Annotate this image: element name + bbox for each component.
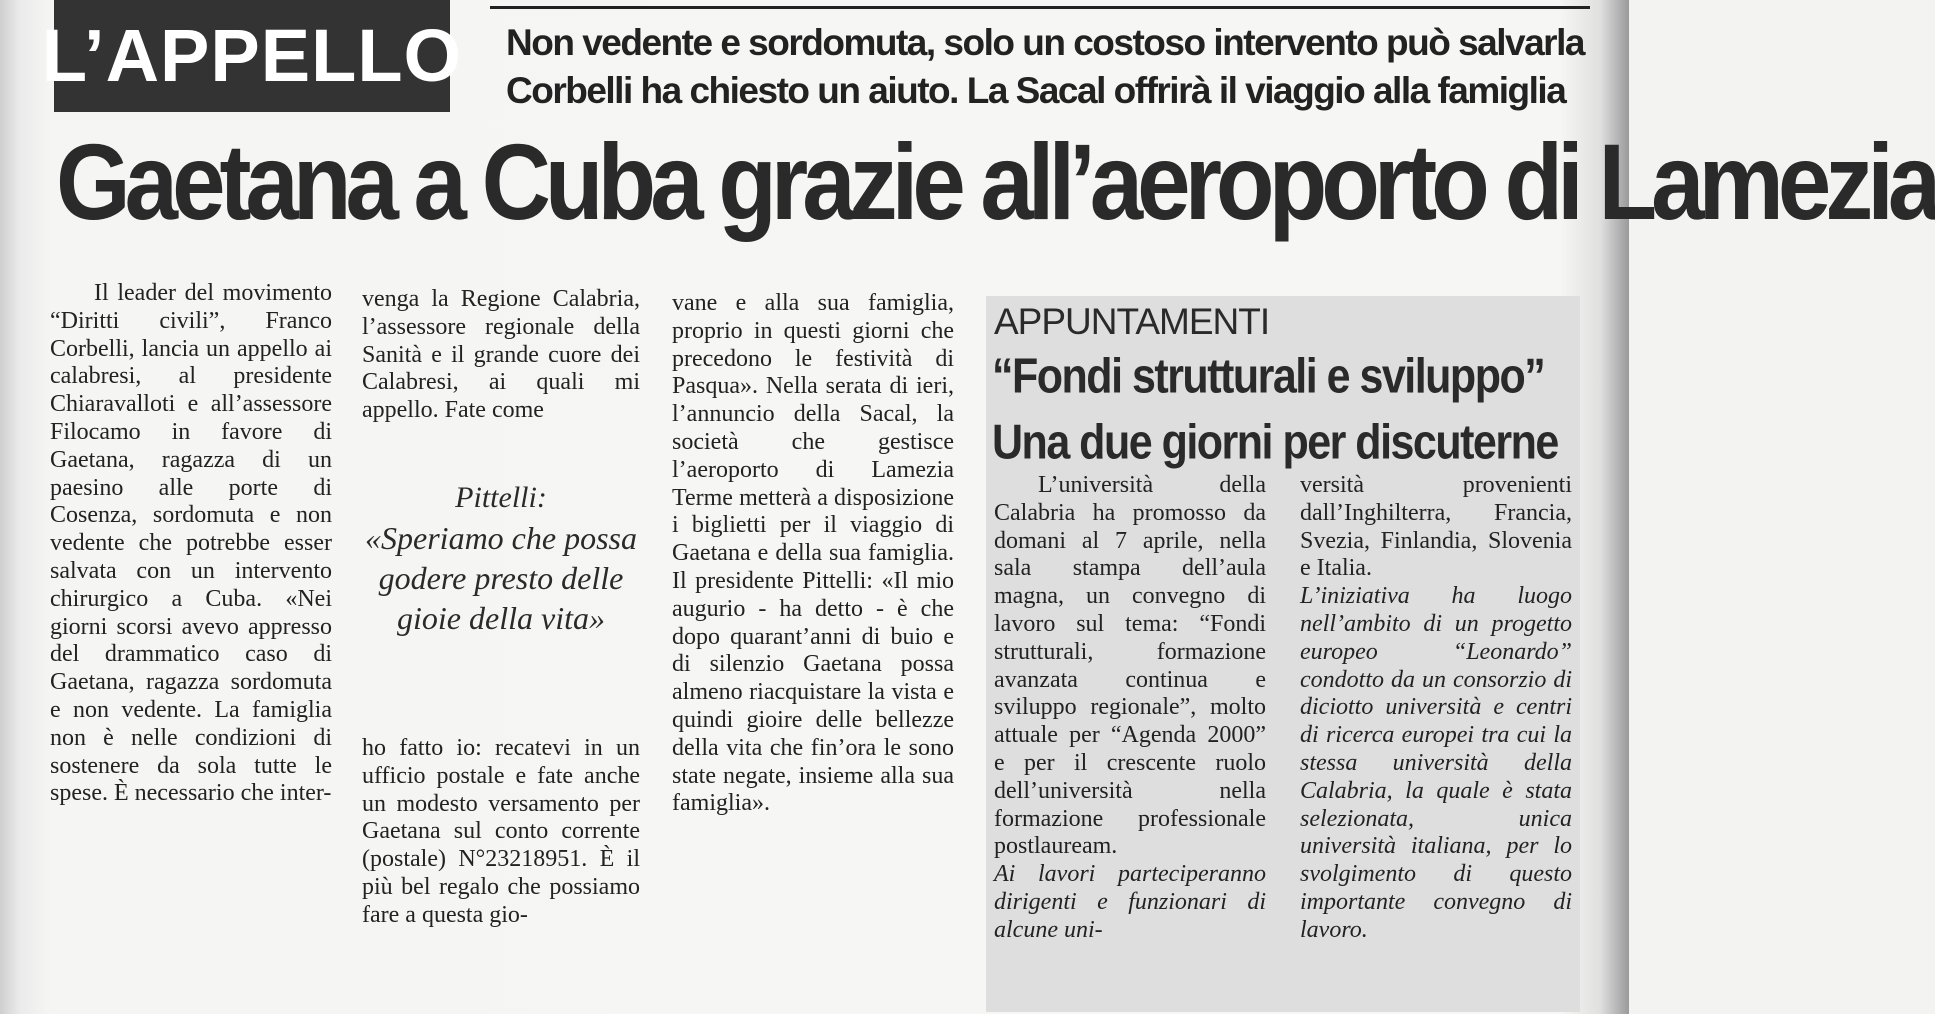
sidebar-paragraph-4: L’iniziativa ha luogo nell’ambito di un progetto europeo “Leonardo” condotto da un consorzio di diciotto università e centri di ricerca europei tra cui la stessa università della Calabria, la quale è stata selezionata, unica università italiana, per lo svolgimento di questo importante convegno di lavoro. [1300, 583, 1572, 943]
article-column-3 [672, 290, 954, 818]
article-text-col2-top: venga la Regione Calabria, l’assessore regionale della Sanità e il grande cuore dei Calabresi, ai quali mi appello. Fate come [362, 286, 640, 424]
article-text-col2-bottom: ho fatto io: recatevi in un ufficio postale e fate anche un modesto versamento per Gaetana sul conto corrente (postale) N°23218951. È il più bel regalo che possiamo fare a questa gio- [362, 735, 640, 928]
kicker-label: L’APPELLO [41, 14, 463, 97]
sidebar-label: APPUNTAMENTI [994, 301, 1270, 342]
sidebar-title-line-1: “Fondi strutturali e sviluppo” [992, 348, 1545, 404]
subhead-line-2: Corbelli ha chiesto un aiuto. La Sacal offrirà il viaggio alla famiglia [506, 70, 1566, 111]
pull-quote-name: Pittelli: [455, 481, 547, 514]
sidebar-paragraph-3: versità provenienti dall’Inghilterra, Francia, Svezia, Finlandia, Slovenia e Italia. [1300, 472, 1572, 582]
article-column-1 [50, 280, 332, 808]
sidebar-paragraph-1: L’università della Calabria ha promosso da domani al 7 aprile, nella sala stampa dell’aula magna, un convegno di lavoro sul tema: “Fondi strutturali, formazione avanzata continua e sviluppo regionale”, molto attuale per “Agenda 2000” e per il crescente ruolo dell’università nella formazione professionale postlauream. [994, 472, 1266, 860]
article-text-col3: vane e alla sua famiglia, proprio in questi giorni che precedono le festività di Pasqua». Nella serata di ieri, l’annuncio della Sacal, la società che gestisce l’aeroporto di Lamezia Terme metterà a disposizione i biglietti per il viaggio di Gaetana e della sua famiglia. Il presidente Pittelli: «Il mio augurio - ha detto - è che dopo quarant’anni di buio e di silenzio Gaetana possa almeno riacquistare la vista e quindi gioire delle bellezze della vita che fin’ora le sono state negate, insieme alla sua famiglia». [672, 290, 954, 817]
pull-quote-text: «Speriamo che possa godere presto delle gioie della vita» [365, 520, 637, 636]
kicker-box [41, 0, 463, 112]
subhead-line-1: Non vedente e sordomuta, solo un costoso intervento può salvarla [506, 22, 1584, 63]
top-rule [490, 6, 1590, 9]
sidebar-column-2 [1300, 472, 1572, 945]
sidebar-title-line-2: Una due giorni per discuterne [992, 414, 1558, 470]
sidebar-column-1 [994, 472, 1266, 945]
article-text-col1: Il leader del movimento “Diritti civili”, Franco Corbelli, lancia un appello ai calabresi, al presidente Chiaravalloti e all’assessore Filocamo in favore di Gaetana, ragazza di un paesino alle porte di Cosenza, sordomuta e non vedente che potrebbe esser salvata con un intervento chirurgico a Cuba. «Nei giorni scorsi avevo appresso del drammatico caso di Gaetana, ragazza sordomuta e non vedente. La famiglia non è nelle condizioni di sostenere da sola tutte le spese. È necessario che inter- [50, 280, 332, 807]
pull-quote [362, 478, 640, 638]
article-column-2-bottom [362, 735, 640, 930]
sidebar-paragraph-2: Ai lavori parteciperanno dirigenti e funzionari di alcune uni- [994, 861, 1266, 943]
headline: Gaetana a Cuba grazie all’aeroporto di Lamezia [56, 122, 1935, 243]
article-column-2-top [362, 286, 640, 425]
